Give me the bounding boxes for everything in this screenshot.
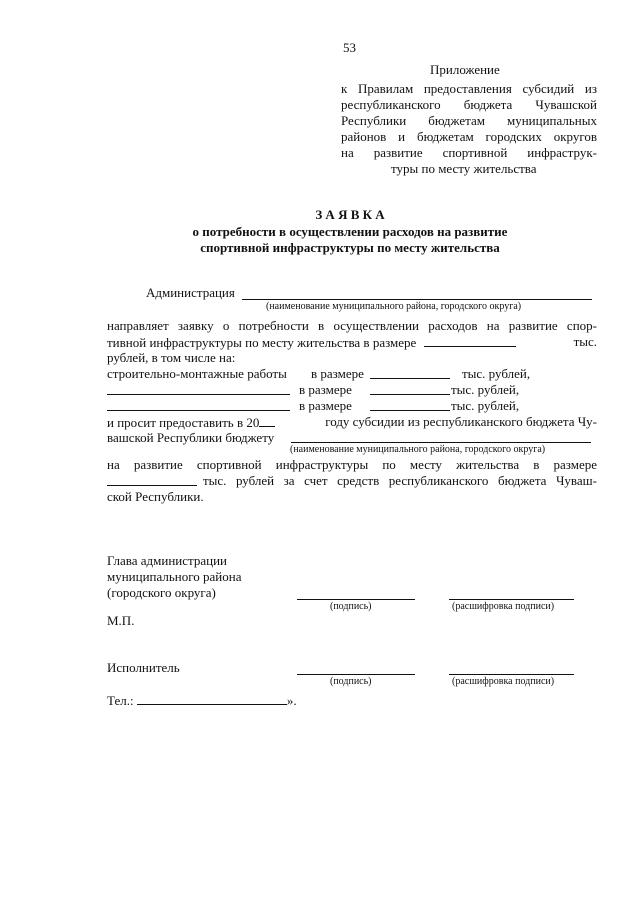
document-subtitle-2: спортивной инфраструктуры по месту жительства	[200, 240, 500, 255]
purpose-line-2: тыс. рублей за счет средств республиканского бюджета Чуваш-	[203, 473, 597, 488]
appendix-line-3: Республики бюджетам муниципальных	[341, 113, 597, 128]
page-number: 53	[343, 40, 356, 55]
item-2-size-label: в размере	[299, 382, 352, 397]
document-subtitle-1: о потребности в осуществлении расходов на развитие	[192, 224, 508, 239]
stamp-label: М.П.	[107, 613, 135, 628]
purpose-line-3: ской Республики.	[107, 489, 204, 504]
phone-blank[interactable]	[137, 692, 287, 705]
request-line-2-unit: тыс.	[573, 334, 597, 349]
admin-label: Администрация	[146, 285, 235, 300]
admin-name-blank[interactable]	[242, 299, 592, 300]
phone-line	[107, 692, 297, 709]
budget-name-hint: (наименование муниципального района, городского округа)	[290, 444, 546, 455]
executor-label: Исполнитель	[107, 660, 180, 675]
item-3-size-label: в размере	[299, 398, 352, 413]
appendix-line-1: к Правилам предоставления субсидий из	[341, 81, 597, 96]
executor-signature-hint: (подпись)	[330, 676, 372, 687]
item-3-amount-blank[interactable]	[370, 410, 450, 411]
year-blank[interactable]	[259, 414, 275, 427]
admin-name-hint: (наименование муниципального района, городского округа)	[266, 301, 522, 312]
head-title-2: муниципального района	[107, 569, 242, 584]
item-2-name-blank[interactable]	[107, 394, 290, 395]
request-year-rest: году субсидии из республиканского бюджета Чу-	[325, 414, 597, 429]
item-line-1: строительно-монтажные работы	[107, 366, 287, 381]
head-signature-hint: (подпись)	[330, 601, 372, 612]
item-1-unit: тыс. рублей,	[462, 366, 531, 381]
request-year-line	[107, 414, 597, 431]
appendix-line-6: туры по месту жительства	[391, 161, 537, 176]
request-year-text: и просит предоставить в 20	[107, 415, 260, 430]
head-decode-blank[interactable]	[449, 599, 574, 600]
phone-label: Тел.:	[107, 693, 134, 708]
budget-line-label: вашской Республики бюджету	[107, 430, 275, 445]
executor-decode-hint: (расшифровка подписи)	[452, 676, 555, 687]
request-line-2-text: тивной инфраструктуры по месту жительства в размере	[107, 335, 417, 350]
total-amount-blank[interactable]	[424, 334, 516, 347]
head-decode-hint: (расшифровка подписи)	[452, 601, 555, 612]
head-signature-blank[interactable]	[297, 599, 415, 600]
item-3-unit: тыс. рублей,	[451, 398, 520, 413]
request-line-2	[107, 334, 597, 351]
request-line-1: направляет заявку о потребности в осуществлении расходов на развитие спор-	[107, 318, 597, 333]
executor-signature-blank[interactable]	[297, 674, 415, 675]
item-3-name-blank[interactable]	[107, 410, 290, 411]
appendix-title: Приложение	[430, 62, 500, 77]
budget-name-blank[interactable]	[291, 442, 591, 443]
appendix-line-4: районов и бюджетам городских округов	[341, 129, 597, 144]
item-2-amount-blank[interactable]	[370, 394, 450, 395]
appendix-line-2: республиканского бюджета Чувашской	[341, 97, 597, 112]
request-line-3: рублей, в том числе на:	[107, 350, 236, 365]
head-title-3: (городского округа)	[107, 585, 216, 600]
item-2-unit: тыс. рублей,	[451, 382, 520, 397]
purpose-amount-blank[interactable]	[107, 485, 197, 486]
item-1-amount-blank[interactable]	[370, 378, 450, 379]
document-title: З А Я В К А	[315, 207, 385, 222]
phone-end: ».	[286, 693, 297, 708]
purpose-line: на развитие спортивной инфраструктуры по месту жительства в размере	[107, 457, 597, 472]
head-title-1: Глава администрации	[107, 553, 228, 568]
executor-decode-blank[interactable]	[449, 674, 574, 675]
appendix-line-5: на развитие спортивной инфраструк-	[341, 145, 597, 160]
item-1-size-label: в размере	[311, 366, 364, 381]
